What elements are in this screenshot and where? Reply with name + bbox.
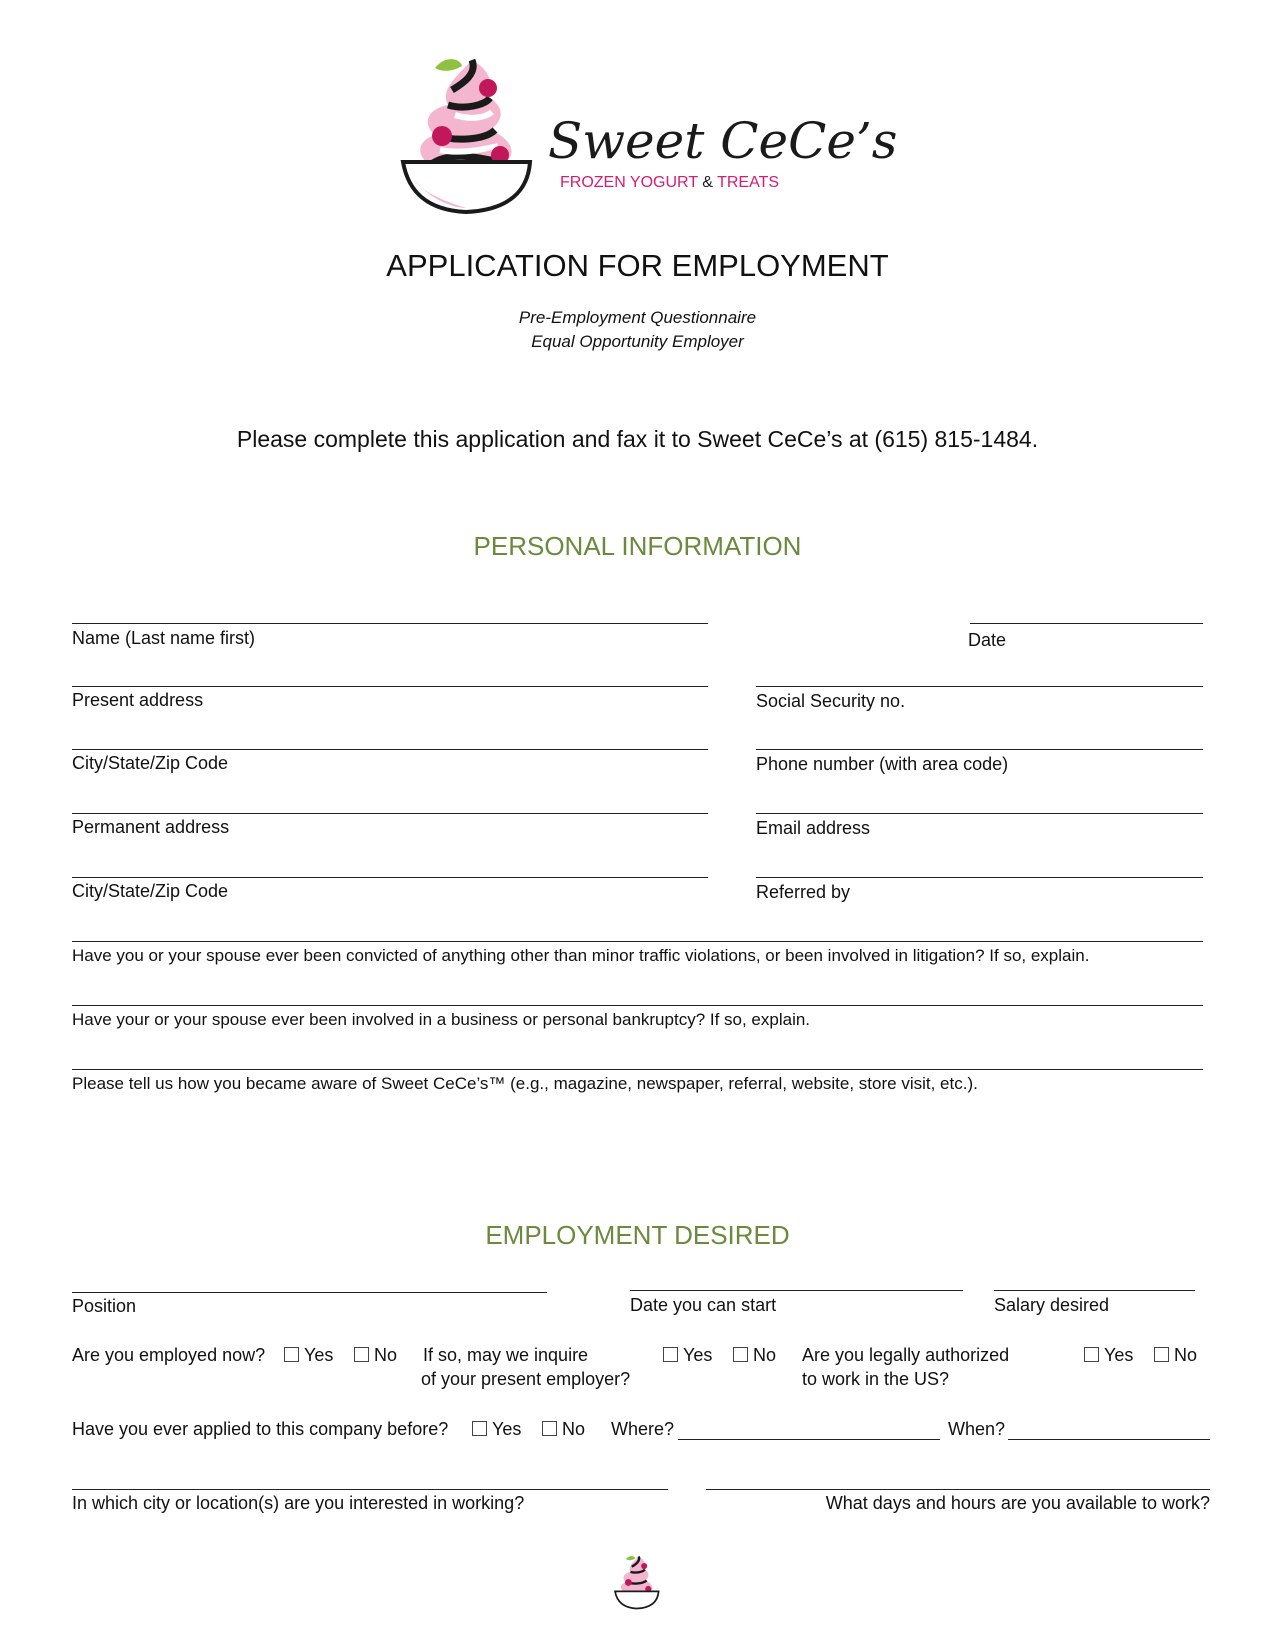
applied-no-option[interactable] (542, 1419, 585, 1440)
email-label: Email address (756, 818, 871, 838)
checkbox[interactable] (663, 1347, 678, 1362)
yes-label: Yes (492, 1419, 522, 1439)
location-question: In which city or location(s) are you interested in working? (72, 1493, 525, 1513)
employed-no-option[interactable] (354, 1345, 397, 1366)
availability-question: What days and hours are you available to work? (825, 1493, 1210, 1513)
employed-question: Are you employed now? (72, 1345, 266, 1365)
city-label-1: City/State/Zip Code (72, 753, 229, 773)
position-label: Position (72, 1296, 137, 1316)
bankruptcy-question: Have your or your spouse ever been involved in a business or personal bankruptcy? If so, explain. (72, 1010, 811, 1029)
email-field[interactable] (756, 813, 1203, 814)
salary-field[interactable] (994, 1290, 1195, 1291)
convicted-question: Have you or your spouse ever been convicted of anything other than minor traffic violations, or been involved in litigation? If so, explain. (72, 946, 1090, 965)
aware-question: Please tell us how you became aware of Sweet CeCe’s™ (e.g., magazine, newspaper, referral, website, store visit, etc.). (72, 1074, 978, 1093)
phone-label: Phone number (with area code) (756, 754, 1009, 774)
present-address-field[interactable] (72, 686, 708, 687)
checkbox[interactable] (542, 1421, 557, 1436)
brand-logo (400, 50, 898, 225)
convicted-field[interactable] (72, 941, 1203, 942)
checkbox[interactable] (284, 1347, 299, 1362)
applied-yes-option[interactable] (472, 1419, 521, 1440)
inquire-question-line1: If so, may we inquire (423, 1345, 589, 1365)
no-label: No (753, 1345, 777, 1365)
employed-yes-option[interactable] (284, 1345, 333, 1366)
yes-label: Yes (683, 1345, 713, 1365)
present-address-label: Present address (72, 690, 204, 710)
position-field[interactable] (72, 1292, 547, 1293)
authorized-no-option[interactable] (1154, 1345, 1197, 1366)
date-label: Date (968, 630, 1007, 650)
when-field[interactable] (1008, 1439, 1210, 1440)
checkbox[interactable] (733, 1347, 748, 1362)
yes-label: Yes (304, 1345, 334, 1365)
subtitle-questionnaire: Pre-Employment Questionnaire (518, 308, 757, 327)
section-heading-personal: PERSONAL INFORMATION (473, 531, 802, 561)
name-field[interactable] (72, 623, 708, 624)
phone-field[interactable] (756, 749, 1203, 750)
when-label: When? (948, 1419, 1006, 1439)
ssn-label: Social Security no. (756, 691, 906, 711)
inquire-question-line2: of your present employer? (421, 1369, 631, 1389)
yes-label: Yes (1104, 1345, 1134, 1365)
start-date-label: Date you can start (630, 1295, 777, 1315)
where-field[interactable] (678, 1439, 940, 1440)
no-label: No (374, 1345, 398, 1365)
inquire-no-option[interactable] (733, 1345, 776, 1366)
start-date-field[interactable] (630, 1290, 963, 1291)
checkbox[interactable] (354, 1347, 369, 1362)
tagline-right: TREATS (717, 174, 780, 191)
page-title: APPLICATION FOR EMPLOYMENT (386, 248, 889, 283)
tagline-amp: & (702, 174, 713, 191)
city-label-2: City/State/Zip Code (72, 881, 229, 901)
city-field-1[interactable] (72, 749, 708, 750)
no-label: No (1174, 1345, 1198, 1365)
brand-name: Sweet CeCe’s (548, 112, 898, 170)
aware-field[interactable] (72, 1069, 1203, 1070)
city-field-2[interactable] (72, 877, 708, 878)
subtitle-eoe: Equal Opportunity Employer (531, 332, 744, 351)
authorized-question-line1: Are you legally authorized (802, 1345, 1010, 1365)
applied-question: Have you ever applied to this company before? (72, 1419, 449, 1439)
referred-field[interactable] (756, 877, 1203, 878)
no-label: No (562, 1419, 586, 1439)
inquire-yes-option[interactable] (663, 1345, 712, 1366)
where-label: Where? (611, 1419, 675, 1439)
section-heading-employment: EMPLOYMENT DESIRED (485, 1220, 790, 1250)
fax-instruction: Please complete this application and fax it to Sweet CeCe’s at (615) 815-1484. (236, 426, 1039, 452)
referred-label: Referred by (756, 882, 851, 902)
checkbox[interactable] (1084, 1347, 1099, 1362)
brand-tagline (560, 174, 779, 192)
ssn-field[interactable] (756, 686, 1203, 687)
checkbox[interactable] (1154, 1347, 1169, 1362)
footer-logo-icon (614, 1553, 662, 1613)
authorized-question-line2: to work in the US? (802, 1369, 950, 1389)
checkbox[interactable] (472, 1421, 487, 1436)
date-field[interactable] (970, 623, 1203, 624)
frozen-yogurt-cup-icon (400, 50, 540, 225)
availability-field[interactable] (706, 1489, 1210, 1490)
salary-label: Salary desired (994, 1295, 1110, 1315)
authorized-yes-option[interactable] (1084, 1345, 1133, 1366)
permanent-address-field[interactable] (72, 813, 708, 814)
tagline-left: FROZEN YOGURT (560, 174, 698, 191)
bankruptcy-field[interactable] (72, 1005, 1203, 1006)
location-field[interactable] (72, 1489, 668, 1490)
name-label: Name (Last name first) (72, 628, 256, 648)
permanent-address-label: Permanent address (72, 817, 230, 837)
